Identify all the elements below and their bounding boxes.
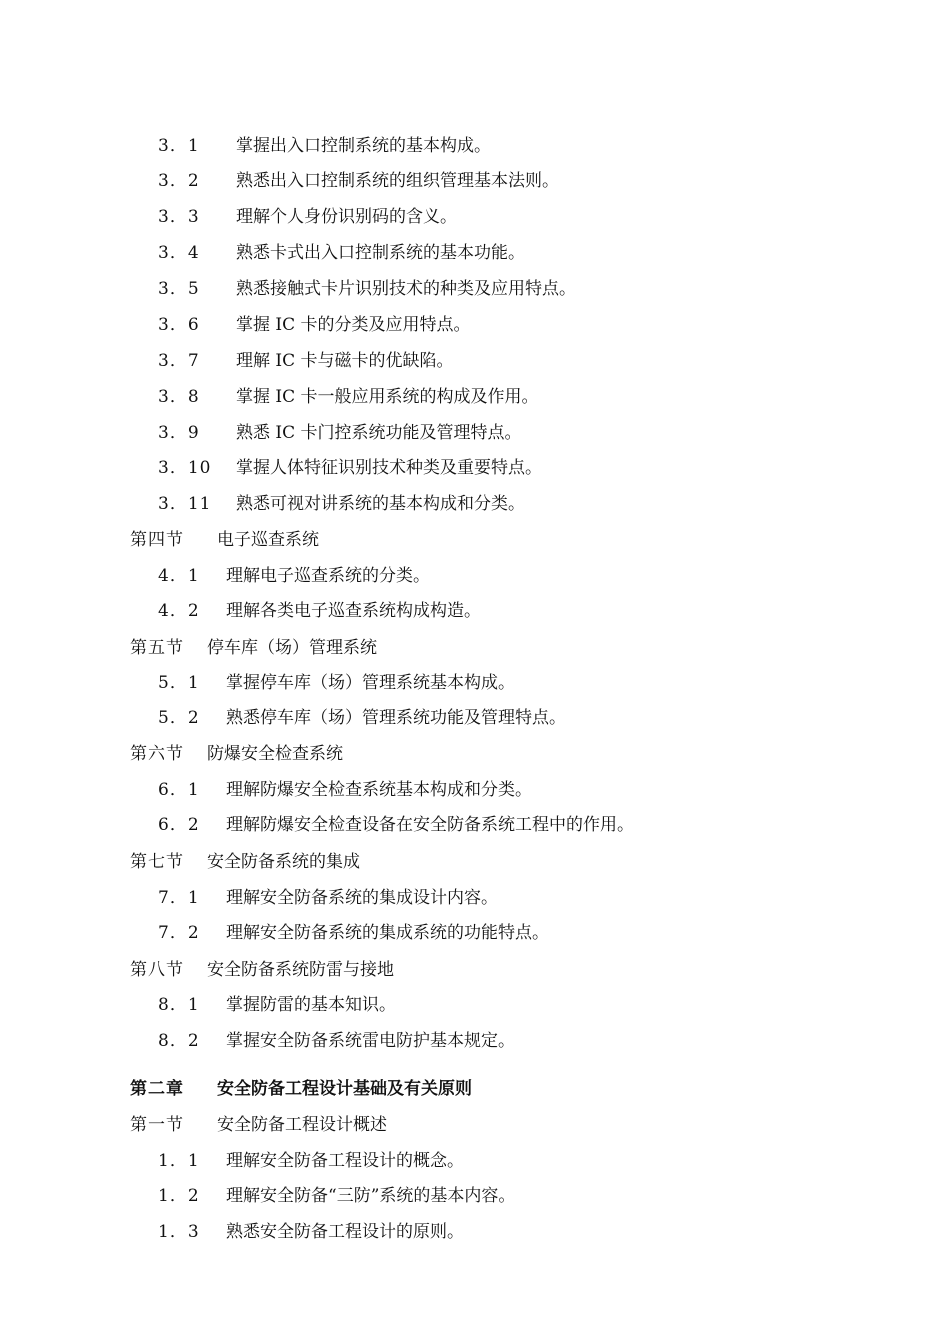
item-number: 4．2 (158, 601, 200, 621)
item-text: 理解安全防备工程设计的概念。 (226, 1151, 464, 1171)
item-text: 掌握出入口控制系统的基本构成。 (236, 136, 491, 156)
item-text: 掌握 IC 卡一般应用系统的构成及作用。 (236, 387, 539, 407)
item-text: 熟悉 IC 卡门控系统功能及管理特点。 (236, 423, 522, 443)
item-number: 6．1 (158, 780, 200, 800)
item-number: 3．8 (158, 387, 200, 407)
item-number: 3．2 (158, 171, 200, 191)
section-title: 安全防备系统防雷与接地 (207, 960, 394, 980)
section-title: 防爆安全检查系统 (207, 744, 343, 764)
section-title: 安全防备工程设计概述 (217, 1115, 387, 1135)
item-text: 熟悉停车库（场）管理系统功能及管理特点。 (226, 708, 566, 728)
item-text: 理解个人身份识别码的含义。 (236, 207, 457, 227)
item-text: 熟悉出入口控制系统的组织管理基本法则。 (236, 171, 559, 191)
item-number: 3．3 (158, 207, 200, 227)
item-number: 3．9 (158, 423, 200, 443)
chapter-number: 第二章 (130, 1079, 184, 1099)
item-number: 1．2 (158, 1186, 200, 1206)
item-number: 3．6 (158, 315, 200, 335)
item-number: 8．2 (158, 1031, 200, 1051)
section-number: 第四节 (130, 530, 184, 550)
chapter-title: 安全防备工程设计基础及有关原则 (217, 1079, 472, 1099)
section-number: 第六节 (130, 744, 184, 764)
item-number: 4．1 (158, 566, 200, 586)
item-text: 掌握人体特征识别技术种类及重要特点。 (236, 458, 542, 478)
item-text: 熟悉接触式卡片识别技术的种类及应用特点。 (236, 279, 576, 299)
item-number: 7．1 (158, 888, 200, 908)
item-text: 理解防爆安全检查设备在安全防备系统工程中的作用。 (226, 815, 634, 835)
item-text: 熟悉卡式出入口控制系统的基本功能。 (236, 243, 525, 263)
section-number: 第八节 (130, 960, 184, 980)
item-text: 理解 IC 卡与磁卡的优缺陷。 (236, 351, 454, 371)
item-number: 3．11 (158, 494, 212, 514)
item-text: 熟悉可视对讲系统的基本构成和分类。 (236, 494, 525, 514)
item-text: 掌握停车库（场）管理系统基本构成。 (226, 673, 515, 693)
item-number: 5．1 (158, 673, 200, 693)
item-number: 3．7 (158, 351, 200, 371)
item-text: 掌握安全防备系统雷电防护基本规定。 (226, 1031, 515, 1051)
item-text: 理解安全防备系统的集成设计内容。 (226, 888, 498, 908)
item-text: 理解防爆安全检查系统基本构成和分类。 (226, 780, 532, 800)
item-text: 理解各类电子巡查系统构成构造。 (226, 601, 481, 621)
section-title: 安全防备系统的集成 (207, 852, 360, 872)
section-number: 第一节 (130, 1115, 184, 1135)
item-text: 掌握防雷的基本知识。 (226, 995, 396, 1015)
item-number: 6．2 (158, 815, 200, 835)
item-number: 7．2 (158, 923, 200, 943)
item-text: 熟悉安全防备工程设计的原则。 (226, 1222, 464, 1242)
item-text: 掌握 IC 卡的分类及应用特点。 (236, 315, 471, 335)
item-number: 1．1 (158, 1151, 200, 1171)
item-text: 理解安全防备“三防”系统的基本内容。 (226, 1186, 516, 1206)
item-number: 3．4 (158, 243, 200, 263)
section-number: 第七节 (130, 852, 184, 872)
item-number: 8．1 (158, 995, 200, 1015)
section-number: 第五节 (130, 638, 184, 658)
section-title: 停车库（场）管理系统 (207, 638, 377, 658)
item-number: 1．3 (158, 1222, 200, 1242)
item-number: 3．1 (158, 136, 200, 156)
section-title: 电子巡查系统 (217, 530, 319, 550)
item-number: 5．2 (158, 708, 200, 728)
item-number: 3．10 (158, 458, 212, 478)
item-text: 理解电子巡查系统的分类。 (226, 566, 430, 586)
item-text: 理解安全防备系统的集成系统的功能特点。 (226, 923, 549, 943)
item-number: 3．5 (158, 279, 200, 299)
